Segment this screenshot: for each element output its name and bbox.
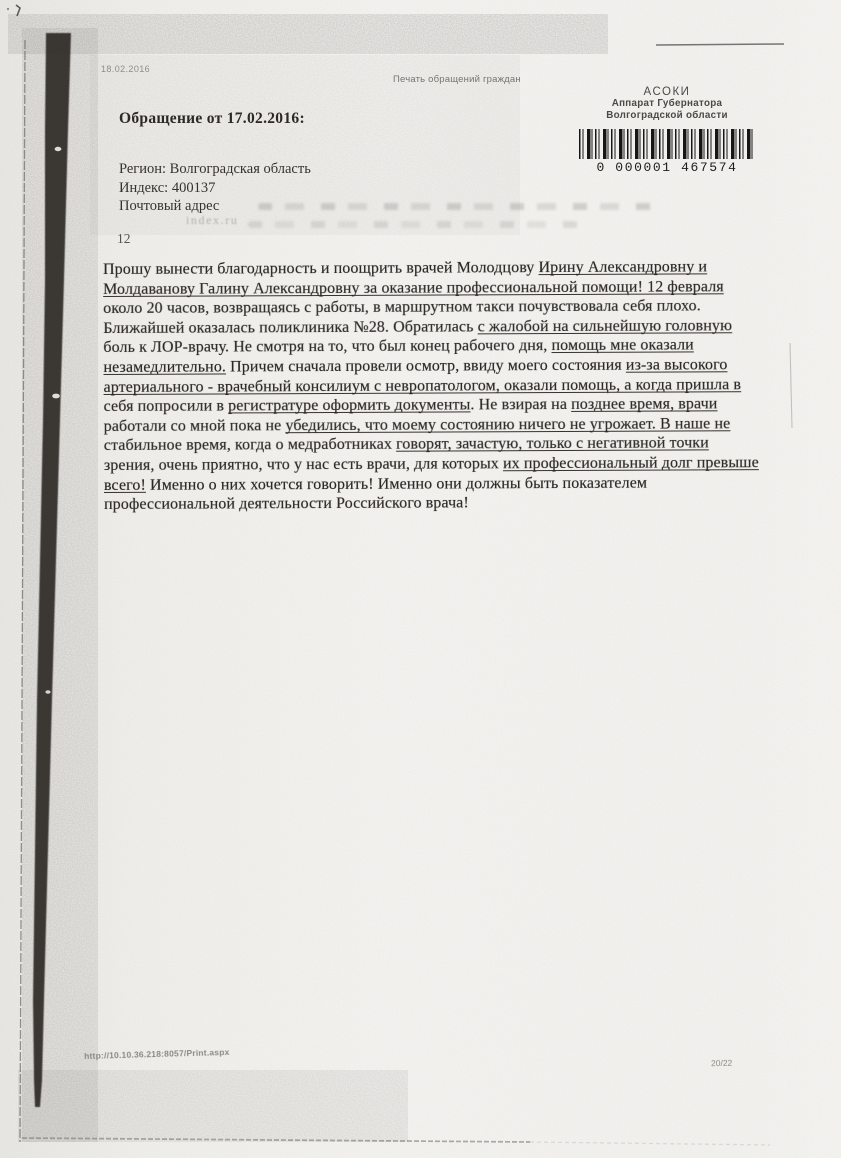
body-line — [103, 355, 809, 378]
underlined-text-segment: помощь мне оказали — [551, 336, 694, 355]
text-segment: Ближайшей оказалась поликлиника №28. Обратилась — [103, 318, 478, 337]
underlined-text-segment: регистратуре оформить документы — [228, 396, 471, 415]
print-header-title: Печать обращений граждан — [393, 74, 521, 85]
text-segment: около 20 часов, возвращаясь с работы, в маршрутном такси почувствовала себя плохо. — [103, 297, 701, 318]
top-left-speck — [7, 8, 9, 10]
text-segment: боль к ЛОР-врачу. Не смотря на то, что был конец рабочего дня, — [103, 337, 552, 357]
stamp-org-line1: Аппарат Губернатора — [611, 98, 723, 109]
appeal-title: Обращение от 17.02.2016: — [119, 110, 305, 127]
underlined-text-segment: их профессиональный долг превыше — [502, 454, 759, 473]
strip-notch — [52, 394, 60, 399]
text-segment: работали со мной пока не — [103, 416, 286, 435]
body-line — [104, 394, 810, 417]
text-segment: Именно о них хочется говорить! Именно они должны быть показателем — [145, 474, 648, 494]
body-line — [104, 453, 810, 476]
left-page-edge-line — [20, 40, 25, 1142]
bottom-page-edge-line — [22, 1138, 530, 1142]
text-segment: профессиональной деятельности Российского врача! — [104, 494, 469, 514]
underlined-text-segment: Молдаванову Галину Александровну за оказание профессиональной помощи! 12 февраля — [103, 277, 724, 298]
top-left-corner-mark — [16, 5, 20, 16]
stamp-org-line2: Волгоградской области — [606, 109, 728, 121]
underlined-text-segment: с жалобой на сильнейшую головную — [477, 317, 733, 336]
body-line — [104, 492, 810, 515]
print-date: 18.02.2016 — [101, 64, 151, 74]
region-line: Регион: Волгоградская область — [119, 161, 311, 177]
top-right-scan-line — [656, 44, 784, 45]
strip-notch — [45, 690, 50, 694]
appeal-number: 12 — [117, 231, 131, 246]
text-segment: себя попросили в — [103, 397, 229, 416]
registration-stamp — [575, 86, 759, 175]
stamp-system-name: АСОКИ — [643, 86, 691, 98]
faded-index-text: index.ru — [186, 213, 239, 227]
body-line — [103, 277, 809, 300]
underlined-text-segment: из-за высокого — [625, 356, 728, 374]
scan-grain-bottom-left — [18, 1070, 408, 1142]
body-text — [103, 257, 810, 515]
underlined-text-segment: убедились, что моему состоянию ничего не угрожает. В наше не — [285, 415, 731, 434]
underlined-text-segment: говорят, зачастую, только с негативной точки — [396, 434, 709, 454]
text-segment: Прошу вынести благодарность и поощрить врачей Молодцову — [103, 259, 539, 278]
strip-notch — [55, 147, 62, 151]
text-segment: зрения, очень приятно, что у нас есть врачи, для которых — [103, 455, 504, 474]
scan-grain-top-band — [8, 14, 608, 54]
text-segment: Причем сначала провели осмотр, ввиду моего состояния — [225, 356, 626, 376]
barcode-number: 0 000001 467574 — [596, 160, 738, 175]
scan-grain-left-band — [22, 28, 98, 1142]
body-line — [103, 257, 809, 280]
address-line: Почтовый адрес — [119, 198, 220, 215]
underlined-text-segment: позднее время, врачи — [571, 395, 718, 414]
faded-address-smudge — [258, 203, 662, 210]
text-segment: . Не взирая на — [470, 396, 572, 414]
binding-strip-artifact — [33, 33, 71, 1107]
bottom-page-edge-line-faint — [530, 1142, 770, 1145]
underlined-text-segment: Ирину Александровну и — [538, 258, 708, 277]
postcode-line: Индекс: 400137 — [119, 179, 216, 196]
underlined-text-segment: артериального - врачебный консилиум с невропатологом, оказали помощь, а когда пришла в — [103, 375, 742, 396]
underlined-text-segment: всего! — [103, 476, 146, 494]
text-segment: стабильное время, когда о медработниках — [103, 436, 397, 455]
footer-url: http://10.10.36.218:8057/Print.aspx — [84, 1046, 230, 1061]
faded-address-smudge-2 — [248, 221, 578, 228]
underlined-text-segment: незамедлительно. — [103, 358, 227, 376]
page-indicator: 20/22 — [710, 1057, 733, 1069]
barcode — [579, 129, 755, 159]
body-line — [103, 316, 809, 339]
